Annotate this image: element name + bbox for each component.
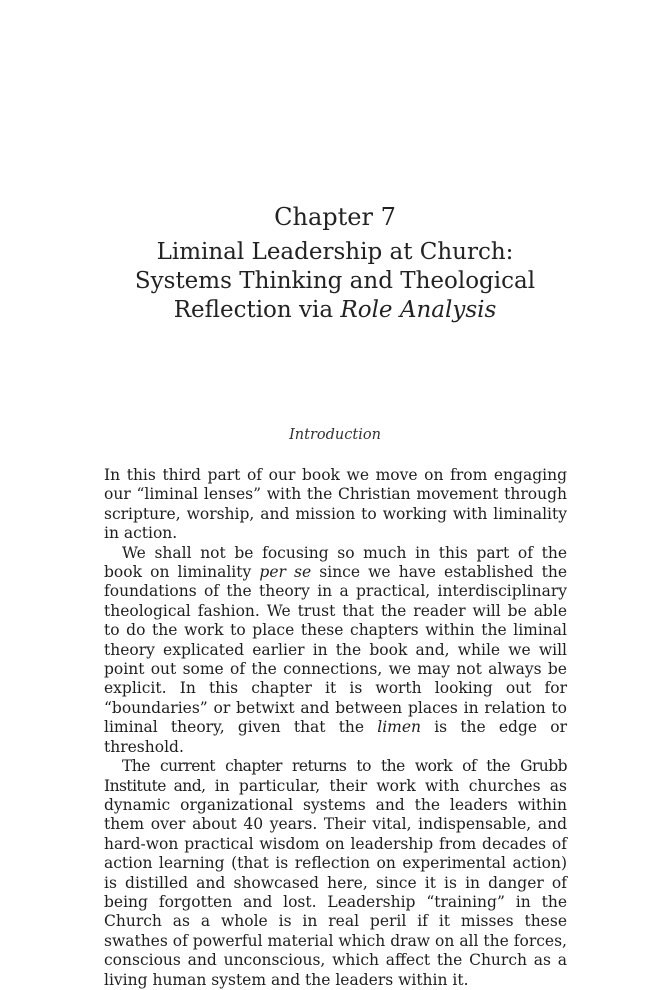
chapter-title-line-1: Liminal Leadership at Church:: [156, 239, 514, 265]
chapter-number: Chapter 7: [274, 203, 396, 231]
chapter-title: [0, 238, 650, 325]
paragraph-2-emphasis-per-se: per se: [259, 563, 312, 582]
chapter-title-line-3: [0, 296, 650, 325]
chapter-title-italic: Role Analysis: [340, 297, 497, 323]
paragraph-2-part-c: is the edge or threshold.: [104, 718, 567, 756]
paragraph-3: [104, 757, 567, 990]
paragraph-3-rest: in particular, their work with churches as dynamic organizational systems and the leaders within them over about 40 years. Their vital, indispensable, and hard-won practical wisdom on leadership from decades of action learning (that is reflection on experimental action) is distilled and showcased here, since it is in danger of being forgotten and lost. Leadership “training” in the Church as a whole is in real peril if it misses these swathes of powerful material which draw on all the forces, conscious and unconscious, which affect the Church as a living human system and the leaders within it.: [104, 776, 567, 989]
paragraph-2: [104, 544, 567, 757]
paragraph-3-first-line: The current chapter returns to the work of the Grubb Institute and,: [104, 757, 567, 795]
body-text: [104, 466, 567, 990]
chapter-title-line-2: Systems Thinking and Theological: [134, 268, 536, 294]
paragraph-2-emphasis-limen: limen: [377, 718, 422, 737]
chapter-title-line-3-text: Reflection via: [173, 297, 341, 323]
paragraph-2-part-b: since we have established the foundations of the theory in a practical, interdisciplinary theological fashion. We trust that the reader will be able to do the work to place these chapters within the liminal theory explicated earlier in the book and, while we will point out some of the connections, we may not always be explicit. In this chapter it is worth looking out for “boundaries” or betwixt and between places in relation to liminal theory, given that the: [104, 563, 567, 737]
section-heading: Introduction: [289, 427, 381, 443]
paragraph-1: In this third part of our book we move on from engaging our “liminal lenses” with the Christian movement through scripture, worship, and mission to working with liminality in action.: [104, 466, 567, 543]
paragraph-2-part-a: We shall not be focusing so much in this part of the book on liminality: [104, 543, 567, 582]
